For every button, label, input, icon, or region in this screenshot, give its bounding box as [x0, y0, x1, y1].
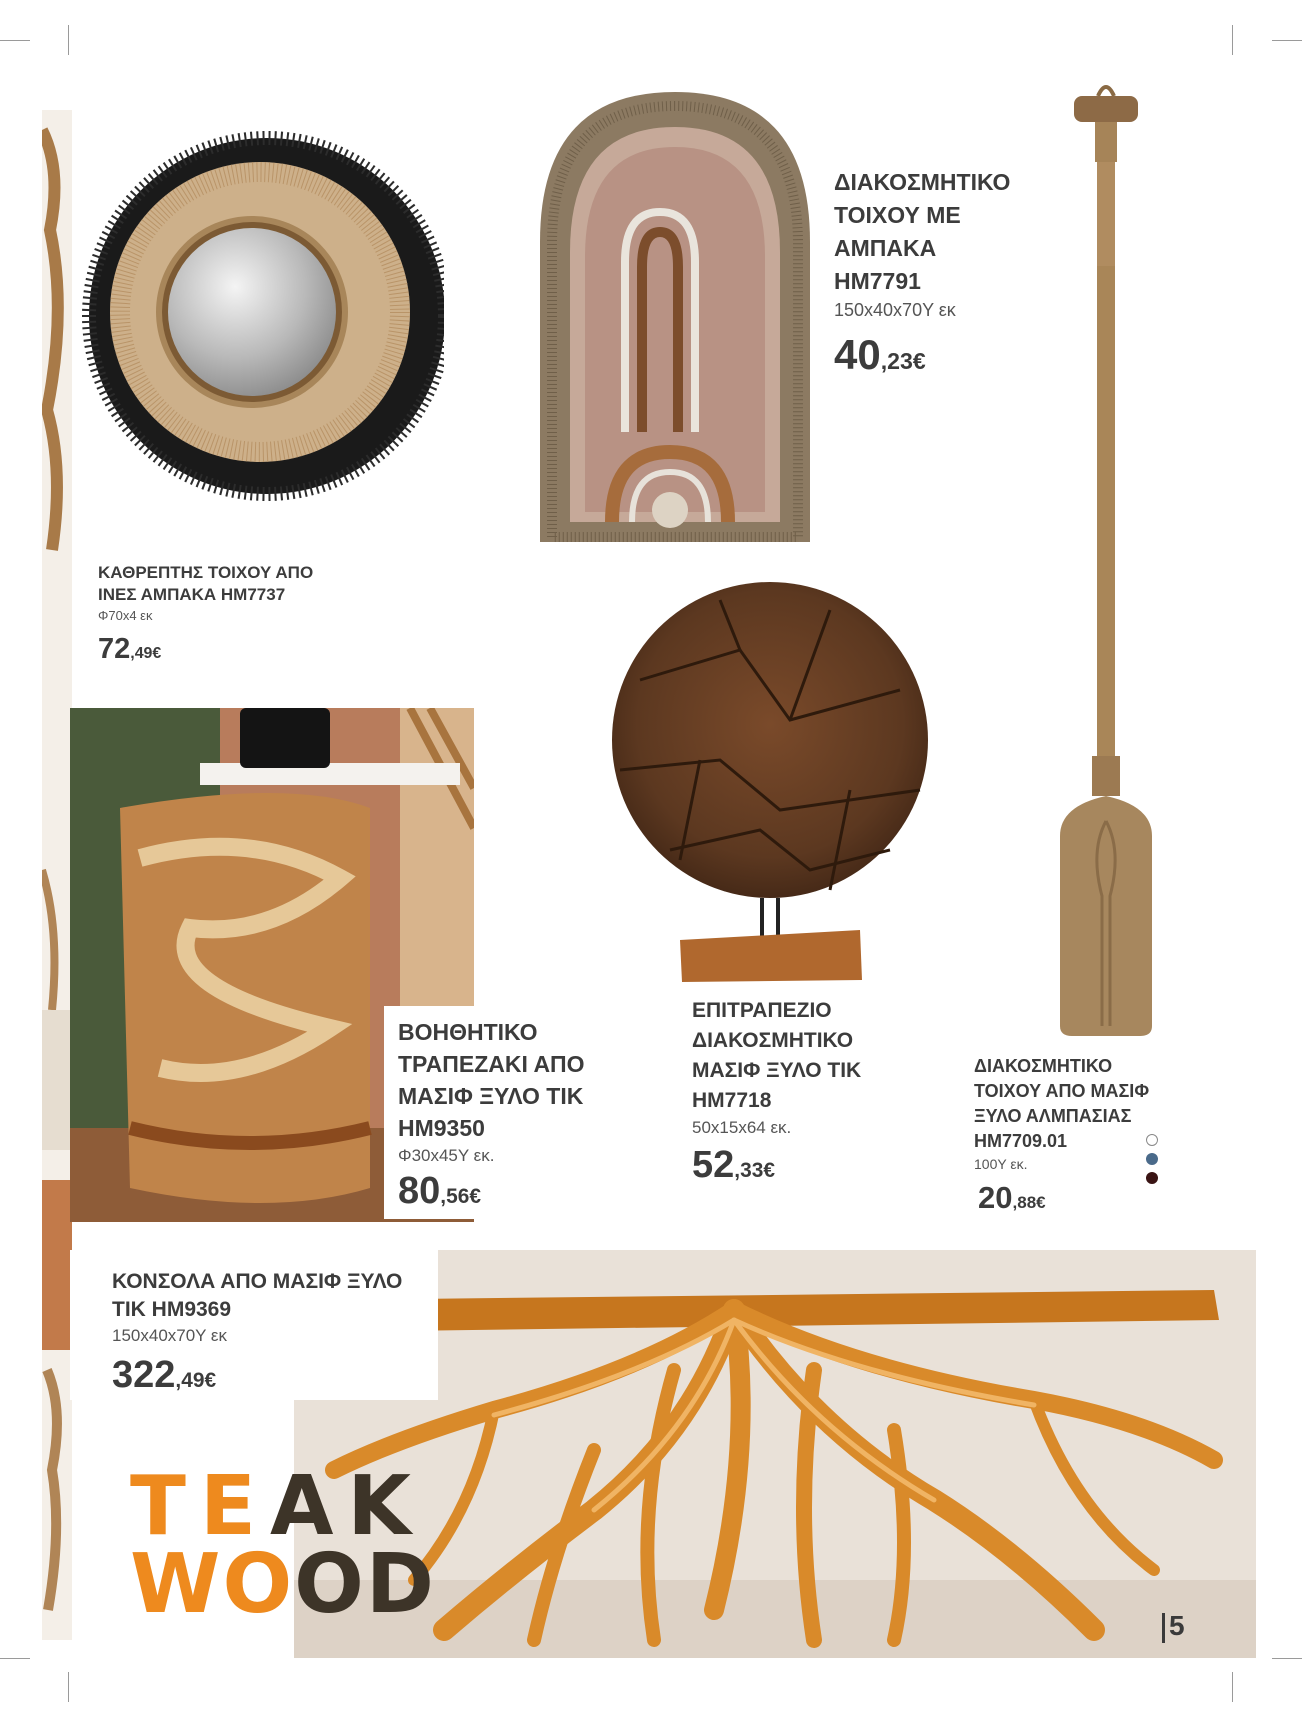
page-number-bar: [1162, 1613, 1165, 1643]
headline-letter: O: [222, 1537, 295, 1632]
crop-mark: [0, 40, 30, 41]
crop-mark: [1232, 1672, 1233, 1702]
crop-mark: [1232, 25, 1233, 55]
product-price: 322,49€: [112, 1354, 217, 1396]
mirror-product-image: [72, 84, 444, 554]
product-price: 52,33€: [692, 1144, 775, 1186]
product-label-mirror: [98, 562, 313, 666]
color-swatch-white[interactable]: [1146, 1134, 1158, 1146]
product-label-paddle: [974, 1054, 1149, 1216]
crop-mark: [1272, 40, 1302, 41]
headline-letter: W: [130, 1537, 223, 1632]
color-swatch-dark-brown[interactable]: [1146, 1172, 1158, 1184]
product-price: 80,56€: [398, 1170, 481, 1212]
product-name: ΕΠΙΤΡΑΠΕΖΙΟ ΔΙΑΚΟΣΜΗΤΙΚΟ ΜΑΣΙΦ ΞΥΛΟ ΤΙΚ HM7718: [692, 999, 862, 1112]
product-dimensions: Φ30x45Υ εκ.: [398, 1146, 495, 1165]
product-price: 40,23€: [834, 331, 926, 378]
crop-mark: [1272, 1658, 1302, 1659]
product-name: ΔΙΑΚΟΣΜΗΤΙΚΟ ΤΟΙΧΟΥ ΑΠΟ ΜΑΣΙΦ ΞΥΛΟ ΑΛΜΠΑΣΙΑΣ HM7709.01: [974, 1056, 1150, 1151]
product-dimensions: Φ70x4 εκ: [98, 608, 153, 623]
headline-letter: A: [269, 1459, 348, 1554]
page-number: 5: [1162, 1610, 1185, 1643]
product-dimensions: 150x40x70Υ εκ: [834, 300, 956, 320]
headline-letter: K: [347, 1459, 425, 1554]
product-name: ΚΑΘΡΕΠΤΗΣ ΤΟΙΧΟΥ ΑΠΟ ΙΝΕΣ ΑΜΠΑΚΑ HM7737: [98, 563, 314, 604]
product-name: ΔΙΑΚΟΣΜΗΤΙΚΟ ΤΟΙΧΟΥ ΜΕ ΑΜΠΑΚΑ HM7791: [834, 169, 1011, 294]
paddle-product-image: [1040, 76, 1170, 1038]
crop-mark: [68, 25, 69, 55]
product-dimensions: 100Υ εκ.: [974, 1156, 1028, 1172]
headline-teak: [130, 1459, 425, 1554]
product-dimensions: 50x15x64 εκ.: [692, 1118, 792, 1137]
headline-letter: T: [130, 1459, 200, 1554]
color-swatch-blue[interactable]: [1146, 1153, 1158, 1165]
crop-mark: [0, 1658, 30, 1659]
product-name: ΒΟΗΘΗΤΙΚΟ ΤΡΑΠΕΖΑΚΙ ΑΠΟ ΜΑΣΙΦ ΞΥΛΟ ΤΙΚ HM9350: [398, 1019, 585, 1141]
product-label-console: [112, 1268, 402, 1397]
headline-letter: D: [365, 1537, 436, 1632]
crop-mark: [68, 1672, 69, 1702]
product-label-abaca-wall-decor: [834, 166, 1010, 379]
product-price: 20,88€: [978, 1180, 1046, 1215]
headline-letter: E: [199, 1459, 270, 1554]
product-label-side-table: [384, 1006, 599, 1219]
headline-wood: [130, 1537, 436, 1632]
teak-disk-sculpture-image: [600, 570, 940, 990]
product-dimensions: 150x40x70Υ εκ: [112, 1326, 228, 1345]
product-name: ΚΟΝΣΟΛΑ ΑΠΟ ΜΑΣΙΦ ΞΥΛΟ ΤΙΚ HM9369: [112, 1270, 403, 1321]
product-label-disk-sculpture: [692, 996, 861, 1187]
left-bleed-strip: [42, 110, 72, 1640]
wall-decor-abaca-image: [530, 92, 820, 542]
product-price: 72,49€: [98, 633, 162, 665]
headline-letter: O: [294, 1537, 366, 1632]
teak-root-console-image: [294, 1250, 1256, 1658]
